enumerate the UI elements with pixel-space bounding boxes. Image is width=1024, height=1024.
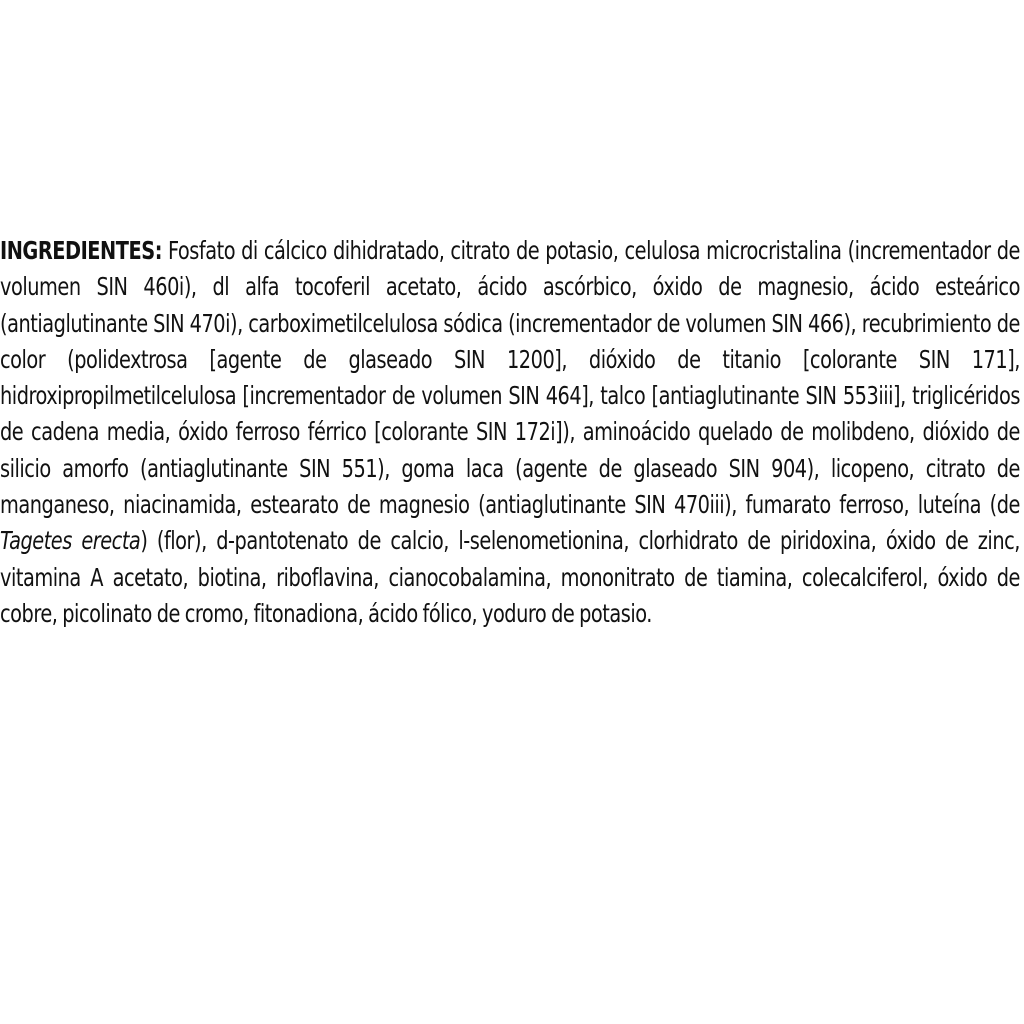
- ingredients-list-part-2: ) (flor), d-pantotenato de calcio, l-selenometionina, clorhidrato de piridoxina, óxido de zinc, vitamina A acetato, biotina, riboflavina, cianocobalamina, mononitrato de tiamina, colecalciferol, óxido de cobre, picolinato de cromo, fitonadiona, ácido fólico, yoduro de potasio.: [0, 526, 1020, 628]
- ingredients-heading: INGREDIENTES:: [0, 236, 162, 265]
- ingredients-list-part-1: Fosfato di cálcico dihidratado, citrato de potasio, celulosa microcristalina (incrementador de volumen SIN 460i), dl alfa tocoferil acetato, ácido ascórbico, óxido de magnesio, ácido esteárico (antiaglutinante SIN 470i), carboximetilcelulosa sódica (incrementador de volumen SIN 466), recubrimiento de color (polidextrosa [agente de glaseado SIN 1200], dióxido de titanio [colorante SIN 171], hidroxipropilmetilcelulosa [incrementador de volumen SIN 464], talco [antiaglutinante SIN 553iii], triglicéridos de cadena media, óxido ferroso férrico [colorante SIN 172i]), aminoácido quelado de molibdeno, dióxido de silicio amorfo (antiaglutinante SIN 551), goma laca (agente de glaseado SIN 904), licopeno, citrato de manganeso, niacinamida, estearato de magnesio (antiaglutinante SIN 470iii), fumarato ferroso, luteína (de: [0, 236, 1020, 520]
- ingredients-paragraph: [0, 233, 1020, 632]
- species-name: Tagetes erecta: [0, 526, 141, 556]
- ingredients-panel: [0, 233, 1020, 632]
